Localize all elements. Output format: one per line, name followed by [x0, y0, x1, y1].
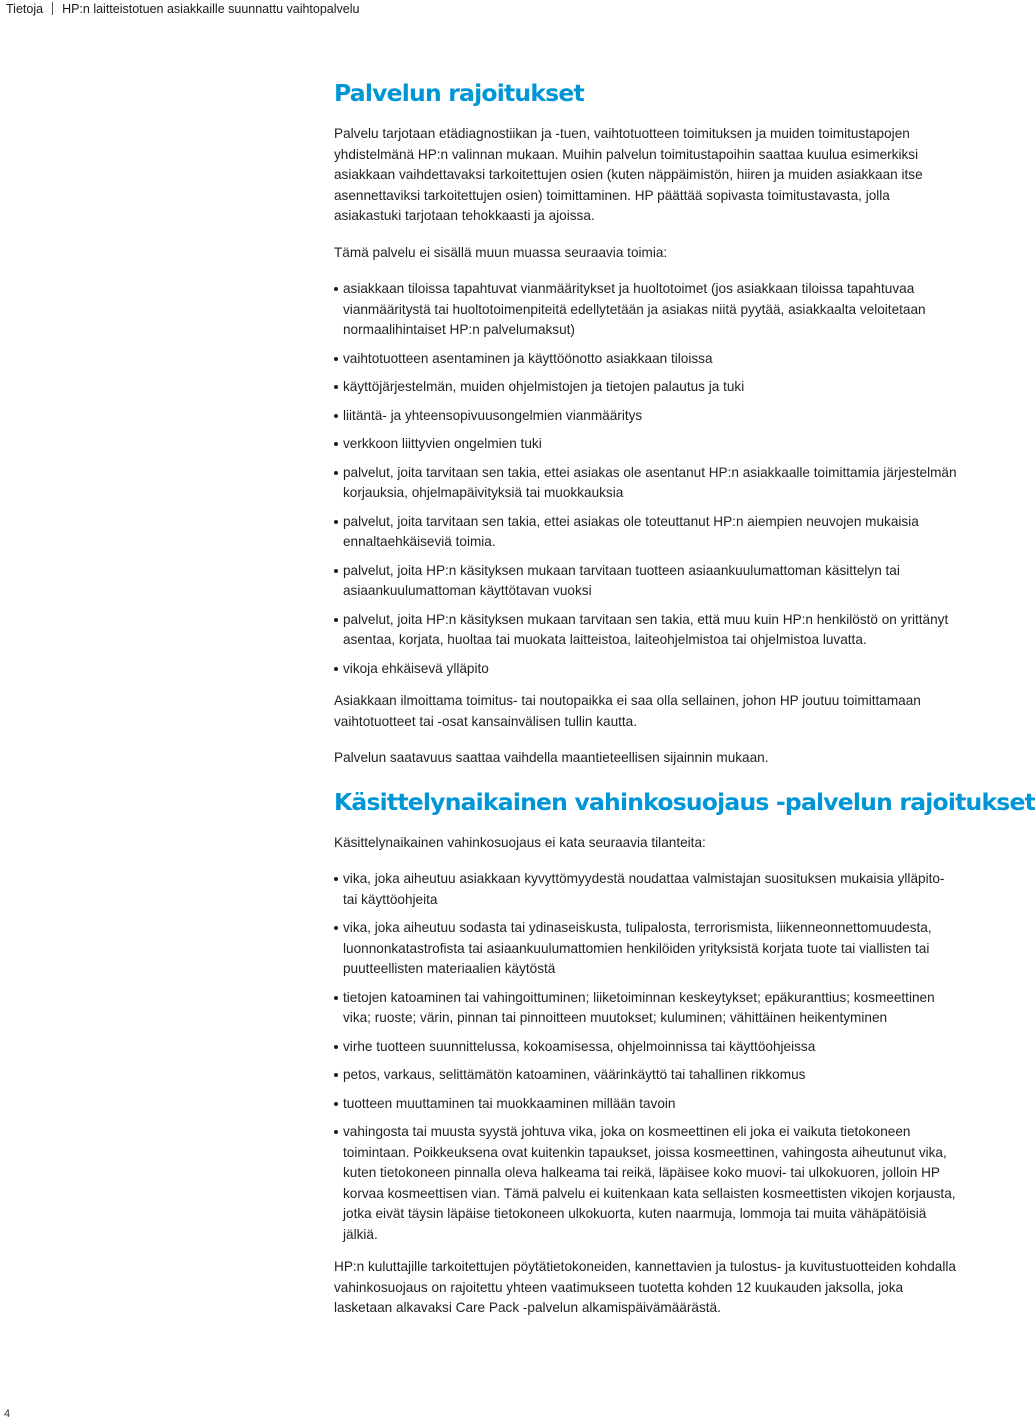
list-item: vikoja ehkäisevä ylläpito	[334, 659, 960, 680]
header-title: HP:n laitteistotuen asiakkaille suunnattu vaihtopalvelu	[62, 2, 360, 16]
list-item: asiakkaan tiloissa tapahtuvat vianmääritykset ja huoltotoimet (jos asiakkaan tiloissa tapahtuvaa vianmääritystä tai huoltotoimenpiteitä edellytetään ja asiakas niitä pyytää, asiakkaalta veloitetaan normaalihintaiset HP:n palvelumaksut)	[334, 279, 960, 341]
list-item: palvelut, joita HP:n käsityksen mukaan tarvitaan sen takia, että muu kuin HP:n henkilöstö on yrittänyt asentaa, korjata, huoltaa tai muokata laitteistoa, laiteohjelmistoa tai ohjelmistoa luvatta.	[334, 610, 960, 651]
list-item: liitäntä- ja yhteensopivuusongelmien vianmääritys	[334, 406, 960, 427]
list-item: palvelut, joita tarvitaan sen takia, ettei asiakas ole toteuttanut HP:n aiempien neuvojen mukaisia ennaltaehkäiseviä toimia.	[334, 512, 960, 553]
list-item: palvelut, joita tarvitaan sen takia, ettei asiakas ole asentanut HP:n asiakkaalle toimittamia järjestelmän korjauksia, ohjelmapäivityksiä tai muokkauksia	[334, 463, 960, 504]
section1-heading: Palvelun rajoitukset	[334, 79, 584, 107]
section2-exclusion-list	[334, 869, 960, 1245]
list-item: virhe tuotteen suunnittelussa, kokoamisessa, ohjelmoinnissa tai käyttöohjeissa	[334, 1037, 960, 1058]
section1-list-intro: Tämä palvelu ei sisällä muun muassa seuraavia toimia:	[334, 244, 668, 260]
section1-paragraph-customs: Asiakkaan ilmoittama toimitus- tai noutopaikka ei saa olla sellainen, johon HP joutuu toimittamaan vaihtotuotteet tai -osat kansainvälisen tullin kautta.	[334, 693, 921, 729]
list-item: tietojen katoaminen tai vahingoittuminen; liiketoiminnan keskeytykset; epäkuranttius; kosmeettinen vika; ruoste; värin, pinnan tai pinnoitteen muutokset; kuluminen; vähittäinen heikentyminen	[334, 988, 960, 1029]
header-divider	[52, 2, 53, 15]
section1-intro: Palvelu tarjotaan etädiagnostiikan ja -tuen, vaihtotuotteen toimituksen ja muiden toimitustapojen yhdistelmänä HP:n valinnan mukaan. Muihin palvelun toimitustapoihin saattaa kuulua esimerkiksi asiakkaan vaihdettavaksi tarkoitettujen osien (kuten näppäimistön, hiiren ja muiden asiakkaan itse asennettaviksi tarkoitettujen osien) toimittaminen. HP päättää sopivasta toimitustavasta, jolla asiakastuki tarjotaan tehokkaasti ja ajoissa.	[334, 126, 923, 223]
page-header	[6, 2, 359, 16]
main-content	[334, 78, 1035, 1335]
list-item: vahingosta tai muusta syystä johtuva vika, joka on kosmeettinen eli joka ei vaikuta tietokoneen toimintaan. Poikkeuksena ovat kuitenkin tapaukset, joissa kosmeettinen, vahingosta aiheutunut vika, kuten tietokoneen pinnalla oleva halkeama tai reikä, läpäisee koko muovi- tai ulkokuoren, jolloin HP korvaa kosmeettisen vian. Tämä palvelu ei kuitenkaan kata sellaisten kosmeettisten vikojen korjausta, jotka eivät täysin läpäise tietokoneen ulkokuorta, kuten naarmuja, lommoja tai muita vähäpätöisiä jälkiä.	[334, 1122, 960, 1245]
list-item: vaihtotuotteen asentaminen ja käyttöönotto asiakkaan tiloissa	[334, 349, 960, 370]
list-item: vika, joka aiheutuu sodasta tai ydinaseiskusta, tulipalosta, terrorismista, liikenneonnettomuudesta, luonnonkatastrofista tai asiaankuulumattomien henkilöiden yrityksistä korjata tuote tai viallisten tai puutteellisten materiaalien käytöstä	[334, 918, 960, 980]
section2-heading: Käsittelynaikainen vahinkosuojaus -palvelun rajoitukset	[334, 787, 1035, 816]
section2-paragraph-claim-limit: HP:n kuluttajille tarkoitettujen pöytätietokoneiden, kannettavien ja tulostus- ja kuvitustuotteiden kohdalla vahinkosuojaus on rajoitettu yhteen vaatimukseen tuotetta kohden 12 kuukauden jaksolla, joka lasketaan alkavaksi Care Pack -palvelun alkamispäivämäärästä.	[334, 1259, 956, 1315]
list-item: käyttöjärjestelmän, muiden ohjelmistojen ja tietojen palautus ja tuki	[334, 377, 960, 398]
header-section: Tietoja	[6, 2, 44, 16]
list-item: petos, varkaus, selittämätön katoaminen, väärinkäyttö tai tahallinen rikkomus	[334, 1065, 960, 1086]
section1-paragraph-availability: Palvelun saatavuus saattaa vaihdella maantieteellisen sijainnin mukaan.	[334, 750, 769, 765]
list-item: palvelut, joita HP:n käsityksen mukaan tarvitaan tuotteen asiaankuulumattoman käsittelyn tai asiaankuulumattoman käyttötavan vuoksi	[334, 561, 960, 602]
page-number: 4	[4, 1408, 11, 1420]
section1-exclusion-list	[334, 279, 960, 679]
list-item: tuotteen muuttaminen tai muokkaaminen millään tavoin	[334, 1094, 960, 1115]
section2-list-intro: Käsittelynaikainen vahinkosuojaus ei kata seuraavia tilanteita:	[334, 834, 706, 850]
list-item: verkkoon liittyvien ongelmien tuki	[334, 434, 960, 455]
list-item: vika, joka aiheutuu asiakkaan kyvyttömyydestä noudattaa valmistajan suosituksen mukaisia ylläpito- tai käyttöohjeita	[334, 869, 960, 910]
